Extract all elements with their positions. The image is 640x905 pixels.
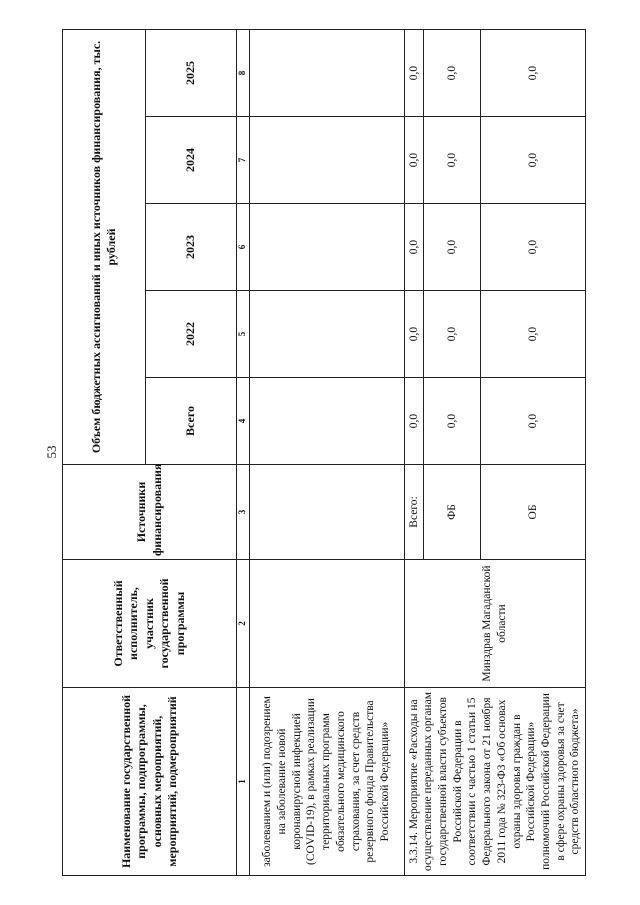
value-cell: 0,0 [481,117,586,204]
value-cell: 0,0 [404,117,424,204]
measure-name: 3.3.14. Мероприятие «Расходы на осуществление переданных органам государственной власти субъектов Российской Федерации в соответствии с частью 1 статьи 15 Федерального закона от 21 ноября 2011 года № 323-ФЗ «Об основах охраны здоровья граждан в Российской Федерации» полномочий Российской Федерации в сфере охраны здоровья за счет средств областного бюджета» [404,688,586,876]
value-cell: 0,0 [404,204,424,291]
continuation-text: заболеванием и (или) подозрением на заболевание новой коронавирусной инфекцией (COVID-19), в рамках реализации территориальных программ обязательного медицинского страхования, за счет средств резервного фонда Правительства Российской Федерации» [249,688,404,876]
header-name: Наименование государственной программы, подпрограммы, основных мероприятий, мероприятий, подмероприятий [63,688,237,876]
value-cell: 0,0 [481,378,586,465]
value-cell: 0,0 [481,29,586,116]
financing-table [62,29,586,876]
source-ob: ОБ [481,465,586,560]
column-number: 6 [237,204,250,291]
column-numbers-row [237,29,250,875]
column-number: 8 [237,29,250,116]
value-cell: 0,0 [404,378,424,465]
table-row [404,29,424,875]
header-2024: 2024 [146,117,237,204]
header-total: Всего [146,378,237,465]
header-funding-group: Объем бюджетных ассигнований и иных источников финансирования, тыс. рублей [63,29,146,464]
header-sources: Источники финансирования [63,465,237,560]
column-number: 7 [237,117,250,204]
column-number: 3 [237,465,250,560]
column-number: 1 [237,688,250,876]
value-cell: 0,0 [424,117,481,204]
continuation-row [249,29,404,875]
value-cell: 0,0 [424,291,481,378]
value-cell: 0,0 [404,291,424,378]
column-number: 5 [237,291,250,378]
header-2025: 2025 [146,29,237,116]
header-2022: 2022 [146,291,237,378]
value-cell: 0,0 [481,204,586,291]
header-executor: Ответственный исполнитель, участник государственной программы [63,560,237,688]
value-cell: 0,0 [481,291,586,378]
value-cell: 0,0 [424,204,481,291]
value-cell: 0,0 [404,29,424,116]
source-total: Всего: [404,465,424,560]
column-number: 2 [237,560,250,688]
value-cell: 0,0 [424,378,481,465]
column-number: 4 [237,378,250,465]
rotated-page [62,30,582,876]
source-fb: ФБ [424,465,481,560]
page-number: 53 [44,445,59,459]
header-2023: 2023 [146,204,237,291]
measure-executor: Минздрав Магаданской области [404,560,586,688]
value-cell: 0,0 [424,29,481,116]
